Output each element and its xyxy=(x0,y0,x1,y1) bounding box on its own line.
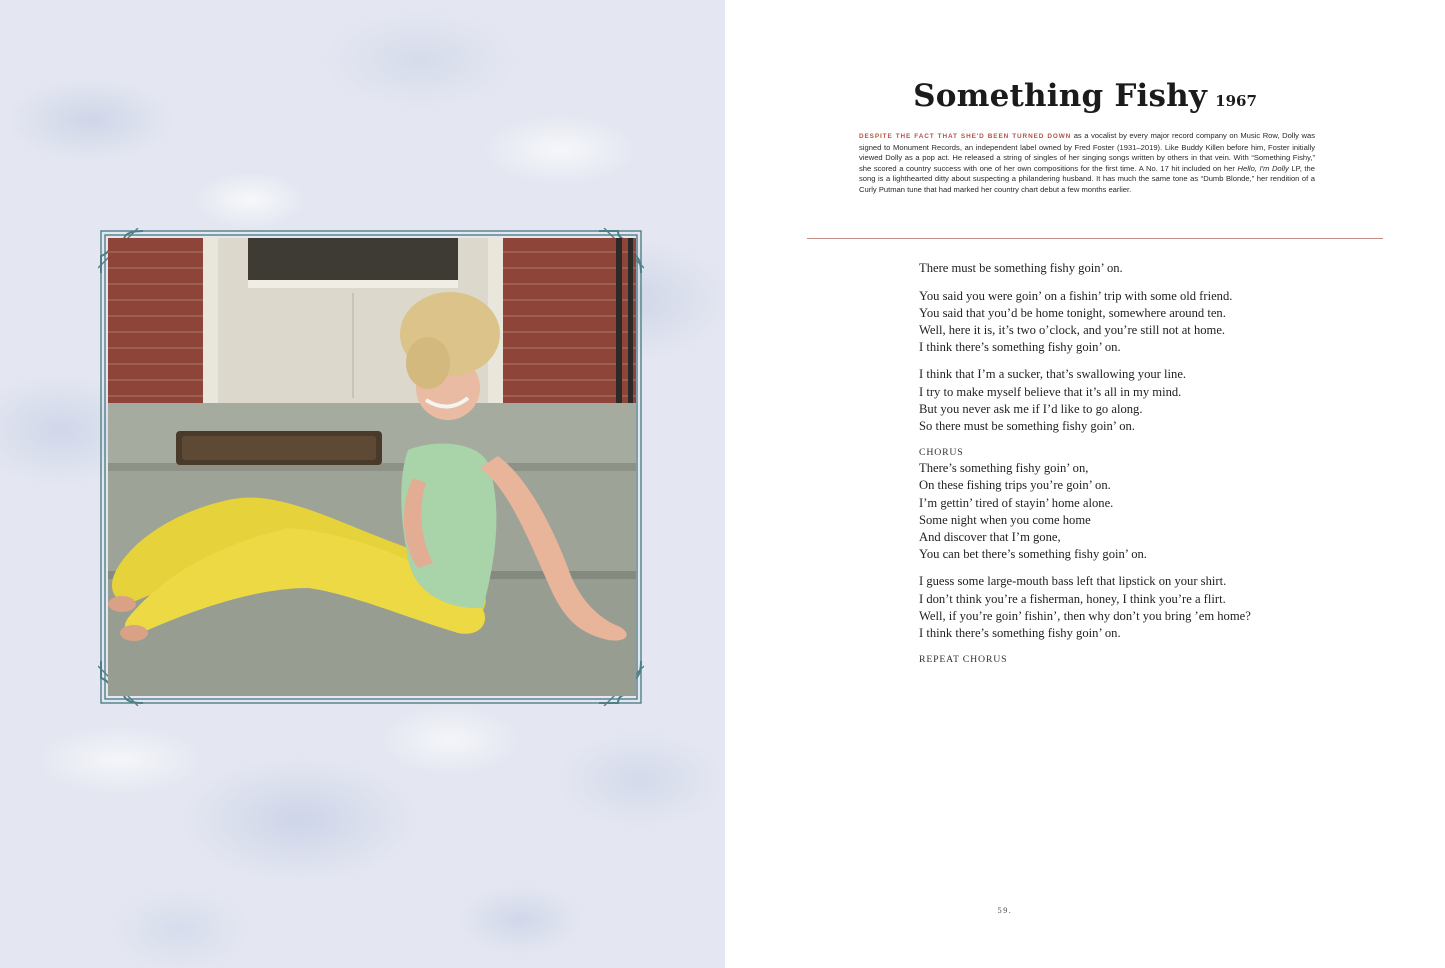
lyric-line: Some night when you come home xyxy=(919,512,1091,527)
lyric-line: You said that you’d be home tonight, somewhere around ten. xyxy=(919,305,1226,320)
lyric-line: You said you were goin’ on a fishin’ trip with some old friend. xyxy=(919,288,1233,303)
intro-tail: LP, the song is a lighthearted ditty about suspecting a philandering husband. It has much the same tone as “Dumb Blonde,” her rendition of a Curly Putman tune that had marked her country chart debut a few months earlier. xyxy=(859,163,1315,194)
lyric-line: Well, if you’re goin’ fishin’, then why don’t you bring ’em home? xyxy=(919,608,1251,623)
lyric-line: I’m gettin’ tired of stayin’ home alone. xyxy=(919,495,1114,510)
lyric-line: There must be something fishy goin’ on. xyxy=(919,261,1123,275)
song-year: 1967 xyxy=(1215,92,1257,110)
stanza-chorus xyxy=(919,445,1339,563)
stanza-verse-2 xyxy=(919,366,1339,434)
lyric-line: I try to make myself believe that it’s all in my mind. xyxy=(919,384,1182,399)
lyric-line: On these fishing trips you’re goin’ on. xyxy=(919,478,1111,493)
lyric-line: But you never ask me if I’d like to go along. xyxy=(919,401,1143,416)
lyric-line: I don’t think you’re a fisherman, honey, I think you’re a flirt. xyxy=(919,591,1226,606)
song-heading xyxy=(725,78,1445,114)
chorus-label: CHORUS xyxy=(919,447,964,459)
lyric-line: Well, here it is, it’s two o’clock, and you’re still not at home. xyxy=(919,322,1226,337)
lyric-line: I guess some large-mouth bass left that lipstick on your shirt. xyxy=(919,574,1227,589)
lyric-line: I think there’s something fishy goin’ on. xyxy=(919,339,1121,354)
song-title: Something Fishy xyxy=(913,78,1208,114)
lyrics xyxy=(919,260,1339,678)
stanza-verse-1 xyxy=(919,288,1339,356)
intro-paragraph xyxy=(859,131,1315,195)
repeat-chorus-label: REPEAT CHORUS xyxy=(919,654,1008,666)
stanza-opening xyxy=(919,260,1339,277)
page-number: 59. xyxy=(997,906,1013,915)
lyric-line: And discover that I’m gone, xyxy=(919,529,1061,544)
vintage-photo xyxy=(108,238,636,696)
divider-rule xyxy=(807,238,1383,239)
album-title: Hello, I'm Dolly xyxy=(1237,163,1289,173)
lyric-line: I think that I’m a sucker, that’s swallowing your line. xyxy=(919,367,1187,382)
stanza-repeat xyxy=(919,652,1339,667)
lyric-line: So there must be something fishy goin’ on. xyxy=(919,418,1135,433)
lyric-line: There’s something fishy goin’ on, xyxy=(919,461,1089,476)
photo-frame xyxy=(98,228,644,706)
stanza-verse-3 xyxy=(919,573,1339,641)
lyric-line: You can bet there’s something fishy goin’ on. xyxy=(919,546,1147,561)
intro-lead: DESPITE THE FACT THAT SHE'D BEEN TURNED DOWN xyxy=(859,133,1072,140)
lyric-line: I think there’s something fishy goin’ on. xyxy=(919,625,1121,640)
right-page xyxy=(725,0,1445,968)
intro-body: as a vocalist by every major record company on Music Row, Dolly was signed to Monument Records, an independent label owned by Fred Foster (1931–2019). Like Buddy Killen before him, Foster initially viewed Dolly as a pop act. He released a string of singles of her singing songs written by others in that vein. With “Something Fishy,” she scored a country success with one of her own compositions for the first time. A No. 17 hit included on her xyxy=(859,131,1315,173)
